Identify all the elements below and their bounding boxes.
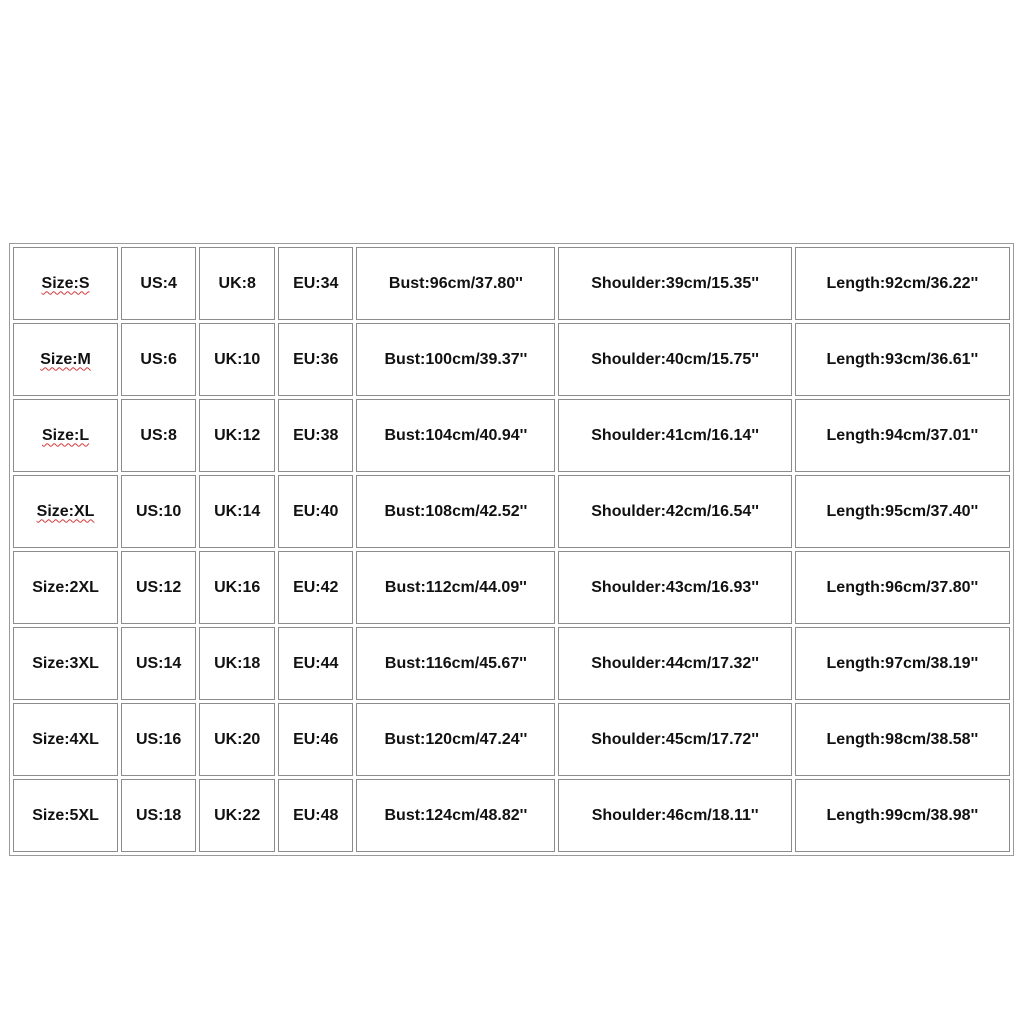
size-value: Size:4XL [32,730,99,748]
size-cell [13,551,118,624]
uk-cell [199,475,275,548]
us-cell [121,399,196,472]
size-value: Size:3XL [32,654,99,672]
eu-value: EU:42 [293,578,339,596]
length-value: Length:96cm/37.80'' [826,578,979,596]
length-value: Length:98cm/38.58'' [826,730,979,748]
size-cell [13,247,118,320]
uk-value: UK:8 [218,274,256,292]
size-chart-table [9,243,1014,856]
bust-cell [356,779,555,852]
size-cell [13,703,118,776]
us-cell [121,627,196,700]
us-value: US:6 [140,350,177,368]
length-value: Length:92cm/36.22'' [826,274,979,292]
table-row [13,247,1010,320]
uk-value: UK:14 [214,502,261,520]
us-cell [121,475,196,548]
length-value: Length:93cm/36.61'' [826,350,979,368]
table-row [13,551,1010,624]
length-cell [795,399,1010,472]
eu-value: EU:44 [293,654,339,672]
bust-cell [356,247,555,320]
uk-cell [199,323,275,396]
shoulder-value: Shoulder:46cm/18.11'' [591,806,759,824]
uk-cell [199,779,275,852]
size-cell [13,475,118,548]
uk-value: UK:16 [214,578,261,596]
uk-value: UK:10 [214,350,261,368]
size-value: Size:XL [36,502,95,520]
size-value: Size:L [41,426,90,444]
bust-value: Bust:96cm/37.80'' [388,274,523,292]
us-value: US:10 [135,502,182,520]
eu-cell [278,399,353,472]
shoulder-value: Shoulder:41cm/16.14'' [591,426,759,444]
uk-value: UK:12 [214,426,261,444]
bust-value: Bust:104cm/40.94'' [384,426,528,444]
shoulder-cell [558,627,791,700]
length-value: Length:94cm/37.01'' [826,426,979,444]
bust-value: Bust:116cm/45.67'' [384,654,527,672]
eu-value: EU:34 [293,274,339,292]
size-cell [13,627,118,700]
us-value: US:8 [140,426,177,444]
bust-value: Bust:100cm/39.37'' [384,350,528,368]
shoulder-value: Shoulder:42cm/16.54'' [591,502,759,520]
eu-value: EU:48 [293,806,339,824]
length-cell [795,247,1010,320]
length-cell [795,323,1010,396]
size-value: Size:2XL [32,578,99,596]
bust-value: Bust:124cm/48.82'' [384,806,528,824]
length-cell [795,703,1010,776]
bust-cell [356,703,555,776]
size-cell [13,779,118,852]
uk-value: UK:18 [214,654,261,672]
eu-cell [278,779,353,852]
uk-value: UK:20 [214,730,261,748]
eu-value: EU:40 [293,502,339,520]
us-cell [121,551,196,624]
shoulder-value: Shoulder:43cm/16.93'' [591,578,759,596]
eu-cell [278,703,353,776]
size-value: Size:S [41,274,90,292]
bust-cell [356,323,555,396]
size-value: Size:5XL [32,806,99,824]
shoulder-value: Shoulder:39cm/15.35'' [591,274,759,292]
shoulder-cell [558,703,791,776]
shoulder-value: Shoulder:45cm/17.72'' [591,730,759,748]
size-cell [13,323,118,396]
length-cell [795,627,1010,700]
eu-cell [278,627,353,700]
shoulder-cell [558,779,791,852]
eu-value: EU:38 [293,426,339,444]
us-value: US:4 [140,274,177,292]
length-cell [795,551,1010,624]
us-cell [121,779,196,852]
us-cell [121,323,196,396]
table-row [13,399,1010,472]
size-chart-body [13,247,1010,852]
shoulder-cell [558,247,791,320]
size-value: Size:M [40,350,91,368]
bust-value: Bust:120cm/47.24'' [384,730,528,748]
uk-value: UK:22 [214,806,261,824]
size-cell [13,399,118,472]
shoulder-value: Shoulder:40cm/15.75'' [591,350,759,368]
bust-value: Bust:108cm/42.52'' [384,502,528,520]
us-value: US:12 [135,578,182,596]
eu-cell [278,551,353,624]
length-value: Length:97cm/38.19'' [826,654,979,672]
table-row [13,475,1010,548]
us-cell [121,703,196,776]
length-value: Length:95cm/37.40'' [826,502,979,520]
us-value: US:16 [135,730,182,748]
eu-cell [278,247,353,320]
bust-cell [356,627,555,700]
shoulder-value: Shoulder:44cm/17.32'' [591,654,759,672]
us-value: US:18 [135,806,182,824]
bust-cell [356,551,555,624]
uk-cell [199,247,275,320]
length-cell [795,475,1010,548]
uk-cell [199,551,275,624]
bust-cell [356,399,555,472]
bust-value: Bust:112cm/44.09'' [384,578,527,596]
table-row [13,779,1010,852]
us-value: US:14 [135,654,182,672]
eu-cell [278,475,353,548]
eu-value: EU:36 [293,350,339,368]
eu-cell [278,323,353,396]
eu-value: EU:46 [293,730,339,748]
shoulder-cell [558,475,791,548]
length-cell [795,779,1010,852]
uk-cell [199,399,275,472]
us-cell [121,247,196,320]
shoulder-cell [558,323,791,396]
uk-cell [199,627,275,700]
table-row [13,627,1010,700]
uk-cell [199,703,275,776]
table-row [13,323,1010,396]
length-value: Length:99cm/38.98'' [826,806,979,824]
shoulder-cell [558,551,791,624]
shoulder-cell [558,399,791,472]
table-row [13,703,1010,776]
bust-cell [356,475,555,548]
